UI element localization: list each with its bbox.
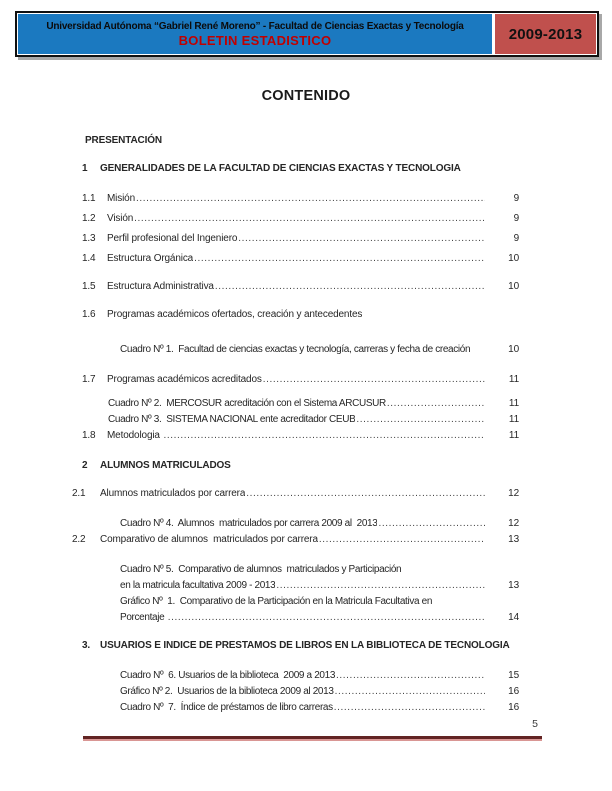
toc-entry-label: Visión	[107, 213, 134, 224]
toc-heading	[82, 458, 519, 474]
toc-entry-number: 3.	[82, 640, 91, 651]
toc-entry-label: Gráfico Nº 1. Comparativo de la Participación en la Matricula Facultativa en	[120, 596, 433, 607]
toc-heading	[82, 638, 519, 654]
toc-row	[82, 428, 519, 444]
toc-page-number: 16	[508, 686, 519, 697]
dot-leader	[238, 231, 485, 247]
toc-row	[82, 279, 519, 295]
university-name: Universidad Autónoma “Gabriel René Moreno” - Facultad de Ciencias Exactas y Tecnología	[46, 20, 464, 32]
period-badge: 2009-2013	[495, 14, 596, 54]
dot-leader	[134, 211, 485, 227]
table-of-contents	[72, 133, 519, 716]
toc-page-number: 10	[508, 344, 519, 355]
toc-entry-label: en la matricula facultativa 2009 - 2013	[120, 580, 276, 591]
page-title: CONTENIDO	[261, 88, 351, 104]
toc-entry-label: ALUMNOS MATRICULADOS	[100, 460, 231, 471]
toc-entry-label: Perfil profesional del Ingeniero	[107, 233, 238, 244]
dot-leader	[263, 372, 485, 388]
toc-entry-label: Porcentaje	[120, 612, 167, 623]
toc-entry-number: 1.2	[82, 213, 96, 224]
toc-page-number: 16	[508, 702, 519, 713]
header-banner	[18, 14, 492, 54]
toc-row	[82, 231, 519, 247]
toc-heading	[85, 133, 519, 149]
toc-page-number: 12	[508, 518, 519, 529]
toc-entry-label: Estructura Orgánica	[107, 253, 194, 264]
toc-entry-label: Cuadro Nº 3. SISTEMA NACIONAL ente acreditador CEUB	[108, 414, 356, 425]
toc-entry-label: Cuadro Nº 2. MERCOSUR acreditación con el Sistema ARCUSUR	[108, 398, 386, 409]
toc-row	[120, 684, 519, 700]
toc-row	[72, 532, 519, 548]
toc-entry-label: Programas académicos ofertados, creación y antecedentes	[107, 309, 363, 320]
dot-leader	[168, 610, 485, 626]
toc-entry-label: Alumnos matriculados por carrera	[100, 488, 246, 499]
toc-entry-label: Cuadro Nº 5. Comparativo de alumnos matriculados y Participación	[120, 564, 402, 575]
dot-leader	[136, 191, 485, 207]
toc-row	[120, 594, 519, 610]
toc-entry-label: PRESENTACIÓN	[85, 135, 162, 146]
toc-page-number: 11	[508, 398, 519, 409]
dot-leader	[356, 412, 485, 428]
toc-row	[120, 668, 519, 684]
toc-row	[82, 211, 519, 227]
bulletin-title: BOLETIN ESTADISTICO	[178, 32, 332, 48]
toc-page-number: 11	[508, 430, 519, 441]
toc-entry-number: 1.1	[82, 193, 96, 204]
toc-page-number: 11	[508, 374, 519, 385]
toc-entry-label: Gráfico Nº 2. Usuarios de la biblioteca 2009 al 2013	[120, 686, 334, 697]
toc-row	[82, 307, 519, 323]
dot-leader	[276, 578, 485, 594]
toc-entry-number: 1.8	[82, 430, 96, 441]
toc-entry-label: Programas académicos acreditados	[107, 374, 262, 385]
toc-row	[120, 342, 519, 358]
toc-row	[120, 700, 519, 716]
dot-leader	[334, 700, 485, 716]
dot-leader	[387, 396, 485, 412]
toc-row	[108, 396, 519, 412]
toc-page-number: 15	[508, 670, 519, 681]
toc-entry-number: 2.1	[72, 488, 86, 499]
dot-leader	[319, 532, 485, 548]
toc-page-number: 10	[508, 281, 519, 292]
toc-heading	[82, 161, 519, 177]
toc-row	[82, 191, 519, 207]
toc-entry-label: Cuadro Nº 6. Usuarios de la biblioteca 2009 a 2013	[120, 670, 336, 681]
page-number: 5	[532, 718, 538, 730]
toc-entry-label: Metodologia	[107, 430, 163, 441]
toc-page-number: 13	[508, 580, 519, 591]
toc-entry-number: 1.7	[82, 374, 96, 385]
toc-entry-number: 1.4	[82, 253, 96, 264]
toc-row	[120, 578, 519, 594]
toc-page-number: 14	[508, 612, 519, 623]
toc-entry-number: 1.5	[82, 281, 96, 292]
toc-row	[82, 372, 519, 388]
toc-row	[108, 412, 519, 428]
dot-leader	[335, 684, 485, 700]
toc-entry-label: Cuadro Nº 1. Facultad de ciencias exactas y tecnología, carreras y fecha de creación	[120, 344, 471, 355]
toc-entry-label: Misión	[107, 193, 135, 204]
dot-leader	[194, 251, 485, 267]
toc-entry-number: 1	[82, 163, 88, 174]
dot-leader	[215, 279, 485, 295]
toc-row	[120, 610, 519, 626]
toc-page-number: 10	[508, 253, 519, 264]
toc-page-number: 9	[513, 193, 519, 204]
toc-entry-label: Estructura Administrativa	[107, 281, 214, 292]
toc-page-number: 13	[508, 534, 519, 545]
toc-entry-label: Comparativo de alumnos matriculados por carrera	[100, 534, 318, 545]
toc-entry-label: Cuadro Nº 4. Alumnos matriculados por carrera 2009 al 2013	[120, 518, 378, 529]
toc-entry-label: Cuadro Nº 7. Índice de préstamos de libro carreras	[120, 702, 333, 713]
toc-row	[82, 251, 519, 267]
toc-entry-number: 2	[82, 460, 88, 471]
footer-rule	[83, 736, 542, 741]
toc-entry-label: USUARIOS E INDICE DE PRESTAMOS DE LIBROS EN LA BIBLIOTECA DE TECNOLOGIA	[100, 640, 510, 651]
document-header	[15, 11, 599, 57]
toc-entry-label: GENERALIDADES DE LA FACULTAD DE CIENCIAS EXACTAS Y TECNOLOGIA	[100, 163, 461, 174]
toc-entry-number: 1.6	[82, 309, 96, 320]
toc-row	[120, 516, 519, 532]
toc-page-number: 9	[513, 213, 519, 224]
dot-leader	[378, 516, 485, 532]
dot-leader	[246, 486, 485, 502]
toc-row	[120, 562, 519, 578]
toc-page-number: 12	[508, 488, 519, 499]
toc-entry-number: 1.3	[82, 233, 96, 244]
toc-page-number: 11	[508, 414, 519, 425]
dot-leader	[336, 668, 485, 684]
toc-row	[72, 486, 519, 502]
toc-entry-number: 2.2	[72, 534, 86, 545]
dot-leader	[163, 428, 485, 444]
toc-page-number: 9	[513, 233, 519, 244]
